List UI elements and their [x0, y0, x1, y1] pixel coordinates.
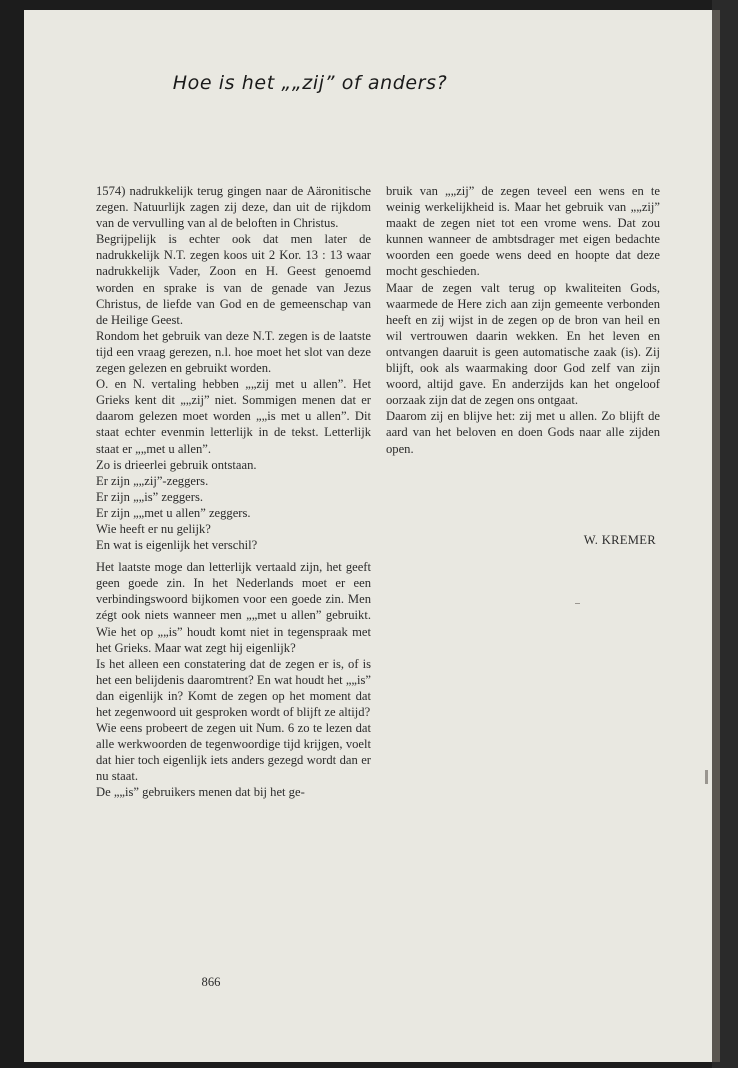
list-item: Er zijn „„met u allen” zeggers.	[96, 505, 251, 520]
author-signature: W. KREMER	[583, 533, 656, 547]
paragraph: Wie eens probeert de zegen uit Num. 6 zo te lezen dat alle werkwoorden de tegenwoordige tijd krijgen, voelt dat hier toch eigenlijk iets anders gezegd wordt dan er nu staat.	[96, 721, 371, 784]
article-title: Hoe is het „„zij” of anders?	[172, 72, 448, 94]
scan-mark	[705, 770, 708, 784]
right-column	[386, 183, 660, 457]
list-item: Er zijn „„is” zeggers.	[96, 489, 203, 504]
paragraph: 1574) nadrukkelijk terug gingen naar de Aäronitische zegen. Natuurlijk zagen zij deze, dan uit de rijkdom van de vervulling van al de beloften in Christus.	[96, 184, 371, 231]
paragraph: Maar de zegen valt terug op kwaliteiten Gods, waarmede de Here zich aan zijn gemeente verbonden heeft en zij wijst in de zegen op de bron van heil en wil vertrouwen daarin wekken. En het leven en ontvangen daaruit is geen automatische zaak (is). Zij blijft, ook als waarmaking door God zelf van zijn woord, altijd gave. En anderzijds kan het ongeloof oorzaak zijn dat de zegen ons ontgaat.	[386, 280, 660, 408]
paragraph: Het laatste moge dan letterlijk vertaald zijn, het geeft geen goede zin. In het Nederlands moet er een verbindingswoord bijkomen voor een goede zin. Men zégt ook niets wanneer men „„met u allen” gebruikt. Wie het op „„is” houdt komt niet in tegenspraak met het Grieks. Maar wat zegt hij eigenlijk?	[96, 560, 371, 655]
paragraph: Begrijpelijk is echter ook dat men later de nadrukkelijk N.T. zegen koos uit 2 Kor. 13 : 13 waar nadrukkelijk Vader, Zoon en H. Geest genoemd worden en sprake is van de genade van Jezus Christus, de liefde van God en de gemeenschap van de Heilige Geest.	[96, 232, 371, 327]
paragraph: De „„is” gebruikers menen dat bij het ge-	[96, 785, 305, 800]
page-number: 866	[201, 975, 221, 989]
paragraph: O. en N. vertaling hebben „„zij met u allen”. Het Grieks kent dit „„zij” niet. Sommigen menen dat er daarom gelezen moet worden „„is met u allen”. Dit staat echter evenmin letterlijk in de tekst. Letterlijk staat er „„met u allen”.	[96, 377, 371, 456]
left-column	[96, 183, 371, 801]
paragraph: Rondom het gebruik van deze N.T. zegen is de laatste tijd een vraag gerezen, n.l. hoe moet het slot van deze zegen gelezen en gebruikt worden.	[96, 328, 371, 376]
question: En wat is eigenlijk het verschil?	[96, 538, 258, 553]
page-edge-shadow	[712, 10, 720, 1062]
scan-speck	[575, 603, 580, 604]
question: Wie heeft er nu gelijk?	[96, 521, 211, 536]
paragraph: Daarom zij en blijve het: zij met u allen. Zo blijft de aard van het beloven en doen Gods naar alle zijden open.	[386, 409, 660, 456]
paragraph: Is het alleen een constatering dat de zegen er is, of is het een belijdenis daaromtrent? En wat houdt het „„is” dan eigenlijk in? Komt de zegen op het moment dat het zegenwoord uit gesproken wordt of blijft ze altijd?	[96, 656, 371, 719]
paragraph: Zo is drieerlei gebruik ontstaan.	[96, 457, 257, 472]
paragraph: bruik van „„zij” de zegen teveel een wens en te weinig werkelijkheid is. Maar het gebruik van „„zij” maakt de zegen niet tot een vrome wens. Dat zou kunnen wanneer de ambtsdrager met eigen bedachte woorden een goede wens deed en hoopte dat deze mocht geschieden.	[386, 184, 660, 279]
list-item: Er zijn „„zij”-zeggers.	[96, 473, 209, 488]
